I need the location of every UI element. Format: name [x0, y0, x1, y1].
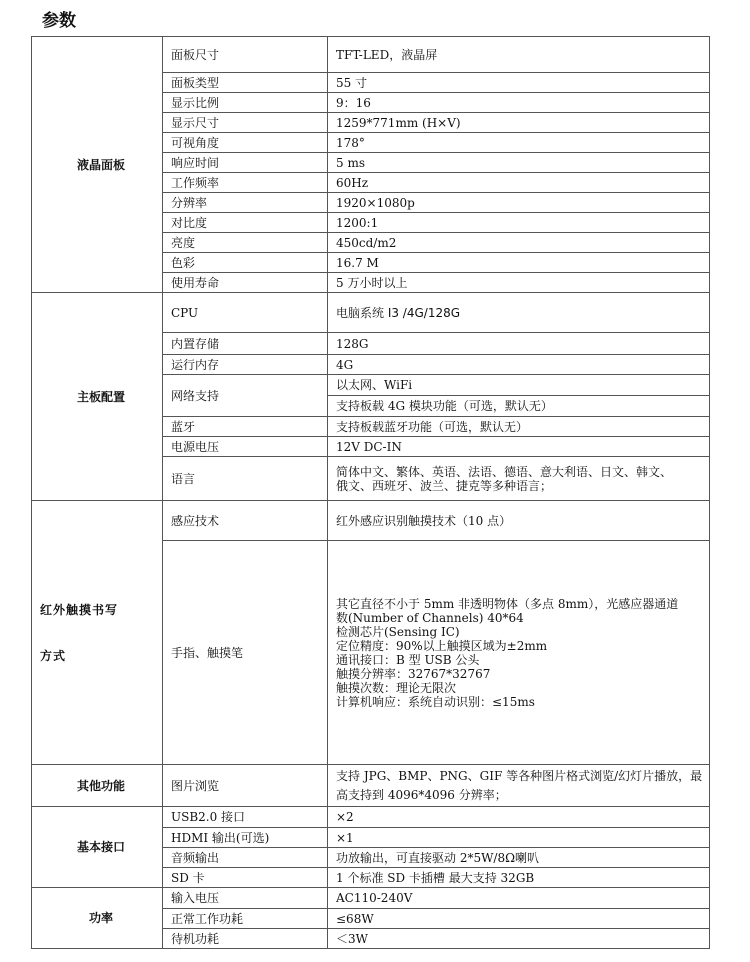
category-mainboard: 主板配置 — [32, 293, 163, 501]
row-value: 4G — [328, 355, 710, 375]
row-label: 色彩 — [163, 253, 328, 273]
category-line: 方式 — [40, 648, 67, 663]
row-value — [328, 457, 710, 501]
row-value: 5 ms — [328, 153, 710, 173]
row-label: 正常工作功耗 — [163, 909, 328, 929]
row-value: 以太网、WiFi — [328, 375, 710, 396]
row-label: 响应时间 — [163, 153, 328, 173]
row-label: 工作频率 — [163, 173, 328, 193]
row-value: 12V DC-IN — [328, 437, 710, 457]
row-value: 红外感应识别触摸技术（10 点） — [328, 501, 710, 541]
table-row — [32, 37, 710, 73]
row-label: 待机功耗 — [163, 929, 328, 949]
row-value: AC110-240V — [328, 888, 710, 909]
touch-spec-line: 触摸分辨率：32767*32767 — [336, 666, 491, 681]
row-label: 蓝牙 — [163, 417, 328, 437]
row-label: 语言 — [163, 457, 328, 501]
touch-spec-line: 触摸次数：理论无限次 — [336, 680, 457, 695]
row-value: ×2 — [328, 807, 710, 828]
touch-spec-line: 其它直径不小于 5mm 非透明物体（多点 8mm），光感应器通道 — [336, 596, 679, 611]
page-title: 参数 — [42, 11, 76, 31]
row-value — [328, 765, 710, 807]
language-line: 简体中文、繁体、英语、法语、德语、意大利语、日文、韩文、 — [336, 464, 673, 479]
row-label: SD 卡 — [163, 868, 328, 888]
row-label: 亮度 — [163, 233, 328, 253]
touch-spec-line: 定位精度：90%以上触摸区域为±2mm — [336, 638, 548, 653]
row-value: 1920×1080p — [328, 193, 710, 213]
row-value: ≤68W — [328, 909, 710, 929]
row-label: 面板类型 — [163, 73, 328, 93]
row-label: 内置存储 — [163, 333, 328, 355]
row-value: 电脑系统 I3 /4G/128G — [328, 293, 710, 333]
spec-table — [31, 36, 710, 949]
row-label: 显示尺寸 — [163, 113, 328, 133]
row-label: USB2.0 接口 — [163, 807, 328, 828]
row-value: 支持板载 4G 模块功能（可选，默认无） — [328, 396, 710, 417]
row-label: 显示比例 — [163, 93, 328, 113]
touch-spec-line: 数(Number of Channels) 40*64 — [336, 610, 524, 625]
row-label: 手指、触摸笔 — [163, 541, 328, 765]
row-value — [328, 541, 710, 765]
row-value: 128G — [328, 333, 710, 355]
category-other-functions: 其他功能 — [32, 765, 163, 807]
row-label: 音频输出 — [163, 848, 328, 868]
row-value: TFT-LED，液晶屏 — [328, 37, 710, 73]
row-value: 1 个标准 SD 卡插槽 最大支持 32GB — [328, 868, 710, 888]
row-label: 对比度 — [163, 213, 328, 233]
row-value: 5 万小时以上 — [328, 273, 710, 293]
row-label: 面板尺寸 — [163, 37, 328, 73]
row-value: 9：16 — [328, 93, 710, 113]
touch-spec-line: 计算机响应：系统自动识别：≤15ms — [336, 694, 535, 709]
row-label: 输入电压 — [163, 888, 328, 909]
row-value: ×1 — [328, 828, 710, 848]
table-row — [32, 293, 710, 333]
row-value: 1200:1 — [328, 213, 710, 233]
table-row — [32, 765, 710, 807]
row-label: 可视角度 — [163, 133, 328, 153]
table-row — [32, 501, 710, 541]
row-label: 分辨率 — [163, 193, 328, 213]
table-row — [32, 888, 710, 909]
row-label: HDMI 输出(可选) — [163, 828, 328, 848]
row-label: CPU — [163, 293, 328, 333]
touch-spec-line: 检测芯片(Sensing IC) — [336, 624, 460, 639]
language-line: 俄文、西班牙、波兰、捷克等多种语言； — [336, 478, 553, 493]
row-value: ＜3W — [328, 929, 710, 949]
picture-browse-line: 支持 JPG、BMP、PNG、GIF 等各种图片格式浏览/幻灯片播放，最 — [336, 768, 703, 783]
row-value: 55 寸 — [328, 73, 710, 93]
category-power: 功率 — [32, 888, 163, 949]
row-label: 运行内存 — [163, 355, 328, 375]
row-label: 图片浏览 — [163, 765, 328, 807]
row-value: 450cd/m2 — [328, 233, 710, 253]
row-label: 网络支持 — [163, 375, 328, 417]
category-lcd-panel: 液晶面板 — [32, 37, 163, 293]
category-line: 红外触摸书写 — [40, 602, 119, 617]
row-value: 1259*771mm (H×V) — [328, 113, 710, 133]
row-value: 功放输出，可直接驱动 2*5W/8Ω喇叭 — [328, 848, 710, 868]
row-value: 178° — [328, 133, 710, 153]
picture-browse-line: 高支持到 4096*4096 分辨率； — [336, 787, 507, 802]
category-basic-interfaces: 基本接口 — [32, 807, 163, 888]
touch-spec-line: 通讯接口：B 型 USB 公头 — [336, 652, 480, 667]
table-row — [32, 807, 710, 828]
row-value: 60Hz — [328, 173, 710, 193]
row-label: 感应技术 — [163, 501, 328, 541]
row-label: 电源电压 — [163, 437, 328, 457]
row-label: 使用寿命 — [163, 273, 328, 293]
row-value: 支持板载蓝牙功能（可选，默认无） — [328, 417, 710, 437]
row-value: 16.7 M — [328, 253, 710, 273]
category-infrared-touch — [32, 501, 163, 765]
